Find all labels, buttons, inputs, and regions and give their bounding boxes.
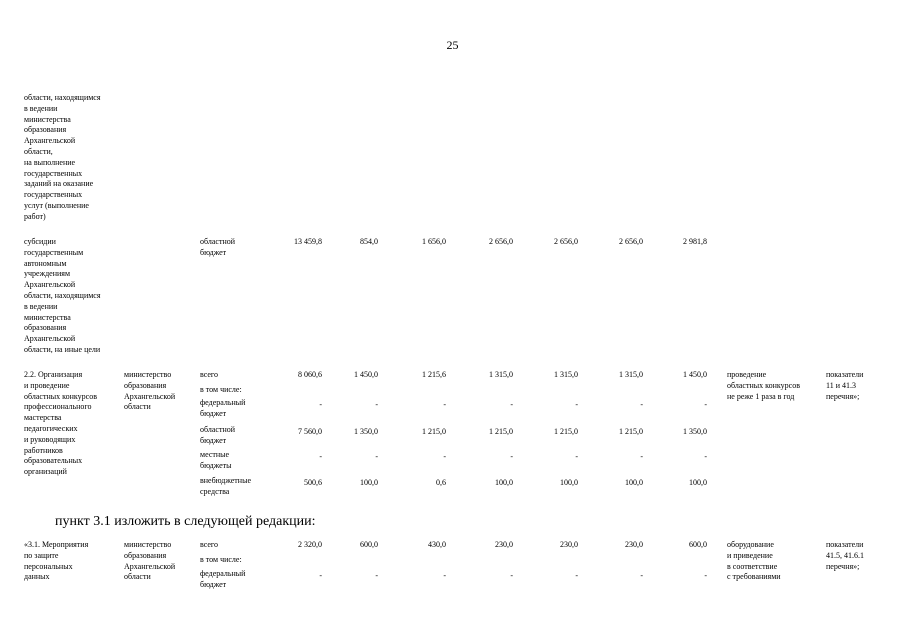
indicator-text: перечня»; (826, 391, 860, 401)
funding-source: средства (200, 486, 230, 496)
row-label-text: и проведение (24, 380, 70, 390)
result-text: областных конкурсов (727, 380, 800, 390)
row-label-text: автономным (24, 258, 67, 268)
value-cell: 500,6 (304, 478, 322, 487)
value-cell: 1 450,0 (683, 370, 707, 379)
value-cell: - (319, 400, 322, 409)
value-cell: 600,0 (360, 540, 378, 549)
row-label-text: государственных (24, 168, 83, 178)
row-label-text: работ) (24, 211, 46, 221)
row-label-text: «3.1. Мероприятия (24, 540, 89, 549)
value-cell: 1 450,0 (354, 370, 378, 379)
value-cell: 100,0 (625, 478, 643, 487)
funding-source: бюджет (200, 435, 227, 445)
value-cell: 13 459,8 (294, 237, 322, 246)
row-label-text: мастерства (24, 413, 62, 423)
row-label-text: организаций (24, 467, 67, 477)
value-cell: 100,0 (560, 478, 578, 487)
value-cell: - (375, 400, 378, 409)
value-cell: - (704, 452, 707, 461)
value-cell: 8 060,6 (298, 370, 322, 379)
funding-source: федеральный (200, 398, 246, 407)
value-cell: 2 656,0 (554, 237, 578, 246)
row-label-text: субсидии (24, 237, 56, 246)
funding-source: федеральный (200, 569, 246, 578)
row-label-text: образования (24, 125, 67, 135)
value-cell: - (375, 452, 378, 461)
value-cell: 0,6 (436, 478, 446, 487)
funding-source: бюджеты (200, 460, 232, 470)
row-label-text: заданий на оказание (24, 179, 94, 189)
value-cell: - (510, 571, 513, 580)
result-text: не реже 1 раза в год (727, 391, 795, 401)
executor-text: министерство (124, 540, 172, 549)
value-cell: 1 215,0 (422, 427, 446, 436)
value-cell: 1 215,6 (422, 370, 446, 379)
value-cell: 230,0 (495, 540, 513, 549)
indicator-text: 11 и 41.3 (826, 380, 856, 390)
row-label-text: работников (24, 445, 63, 455)
value-cell: 1 215,0 (619, 427, 643, 436)
result-text: и приведение (727, 550, 773, 560)
value-cell: 230,0 (625, 540, 643, 549)
value-cell: - (640, 452, 643, 461)
value-cell: - (443, 571, 446, 580)
value-cell: 1 350,0 (683, 427, 707, 436)
row-label-text: данных (24, 572, 50, 582)
row-label-text: области, находящимся (24, 291, 101, 300)
row-label-text: государственным (24, 247, 84, 257)
indicator-text: 41.5, 41.6.1 (826, 550, 864, 560)
row-label-text: услут (выполнение (24, 201, 89, 210)
value-cell: - (640, 571, 643, 580)
value-cell: - (375, 571, 378, 580)
row-label-text: педагогических (24, 424, 78, 433)
row-label-text: в ведении (24, 301, 58, 311)
value-cell: - (443, 452, 446, 461)
value-cell: - (510, 452, 513, 461)
value-cell: - (640, 400, 643, 409)
value-cell: - (575, 400, 578, 409)
value-cell: 2 656,0 (489, 237, 513, 246)
value-cell: - (319, 452, 322, 461)
row-label-text: профессионального (24, 402, 92, 412)
row-label-text: Архангельской (24, 334, 76, 344)
executor-text: области (124, 572, 151, 582)
indicator-text: показатели (826, 370, 864, 379)
indicator-text: показатели (826, 540, 864, 549)
value-cell: 1 215,0 (489, 427, 513, 436)
value-cell: 1 315,0 (619, 370, 643, 379)
result-text: с требованиями (727, 572, 781, 582)
value-cell: 1 350,0 (354, 427, 378, 436)
value-cell: 600,0 (689, 540, 707, 549)
result-text: оборудование (727, 540, 774, 549)
funding-source: в том числе: (200, 555, 242, 564)
value-cell: 7 560,0 (298, 427, 322, 436)
value-cell: 100,0 (495, 478, 513, 487)
value-cell: 100,0 (360, 478, 378, 487)
value-cell: 854,0 (360, 237, 378, 246)
funding-source: всего (200, 370, 219, 379)
row-label-text: образовательных (24, 456, 83, 466)
value-cell: - (575, 571, 578, 580)
row-label-text: персональных (24, 561, 73, 571)
row-label-text: Архангельской (24, 280, 76, 290)
value-cell: - (704, 571, 707, 580)
value-cell: 1 656,0 (422, 237, 446, 246)
value-cell: 430,0 (428, 540, 446, 549)
funding-source: всего (200, 540, 219, 549)
indicator-text: перечня»; (826, 561, 860, 571)
value-cell: - (510, 400, 513, 409)
page-number: 25 (446, 38, 459, 52)
result-text: проведение (727, 370, 767, 379)
row-label-text: образования (24, 323, 67, 333)
funding-source: бюджет (200, 579, 227, 589)
row-label-text: области, находящимся (24, 93, 101, 102)
funding-source: внебюджетные (200, 476, 251, 485)
value-cell: 1 315,0 (489, 370, 513, 379)
value-cell: 2 981,8 (683, 237, 707, 246)
value-cell: 100,0 (689, 478, 707, 487)
executor-text: Архангельской (124, 391, 176, 401)
funding-source: бюджет (200, 247, 227, 257)
value-cell: 2 320,0 (298, 540, 322, 549)
row-label-text: области, (24, 147, 53, 156)
executor-text: образования (124, 380, 167, 390)
row-label-text: по защите (24, 550, 59, 560)
value-cell: 1 315,0 (554, 370, 578, 379)
value-cell: 2 656,0 (619, 237, 643, 246)
funding-source: областной (200, 237, 236, 246)
row-label-text: Архангельской (24, 136, 76, 146)
executor-text: Архангельской (124, 561, 176, 571)
row-label-text: области, на иные цели (24, 345, 101, 354)
funding-source: местные (200, 450, 230, 459)
value-cell: - (704, 400, 707, 409)
row-label-text: областных конкурсов (24, 391, 97, 401)
row-label-text: министерства (24, 114, 71, 124)
row-label-text: и руководящих (24, 434, 76, 444)
value-cell: 1 215,0 (554, 427, 578, 436)
funding-source: в том числе: (200, 385, 242, 394)
value-cell: - (319, 571, 322, 580)
funding-source: бюджет (200, 408, 227, 418)
row-label-text: 2.2. Организация (24, 370, 83, 379)
row-label-text: на выполнение (24, 157, 76, 167)
result-text: в соответствие (727, 561, 778, 571)
value-cell: 230,0 (560, 540, 578, 549)
executor-text: области (124, 402, 151, 412)
value-cell: - (443, 400, 446, 409)
executor-text: образования (124, 550, 167, 560)
row-label-text: учреждениям (24, 269, 71, 279)
section-heading: пункт 3.1 изложить в следующей редакции: (55, 514, 316, 529)
value-cell: - (575, 452, 578, 461)
funding-source: областной (200, 425, 236, 434)
row-label-text: министерства (24, 312, 71, 322)
row-label-text: в ведении (24, 103, 58, 113)
row-label-text: государственных (24, 190, 83, 200)
executor-text: министерство (124, 370, 172, 379)
